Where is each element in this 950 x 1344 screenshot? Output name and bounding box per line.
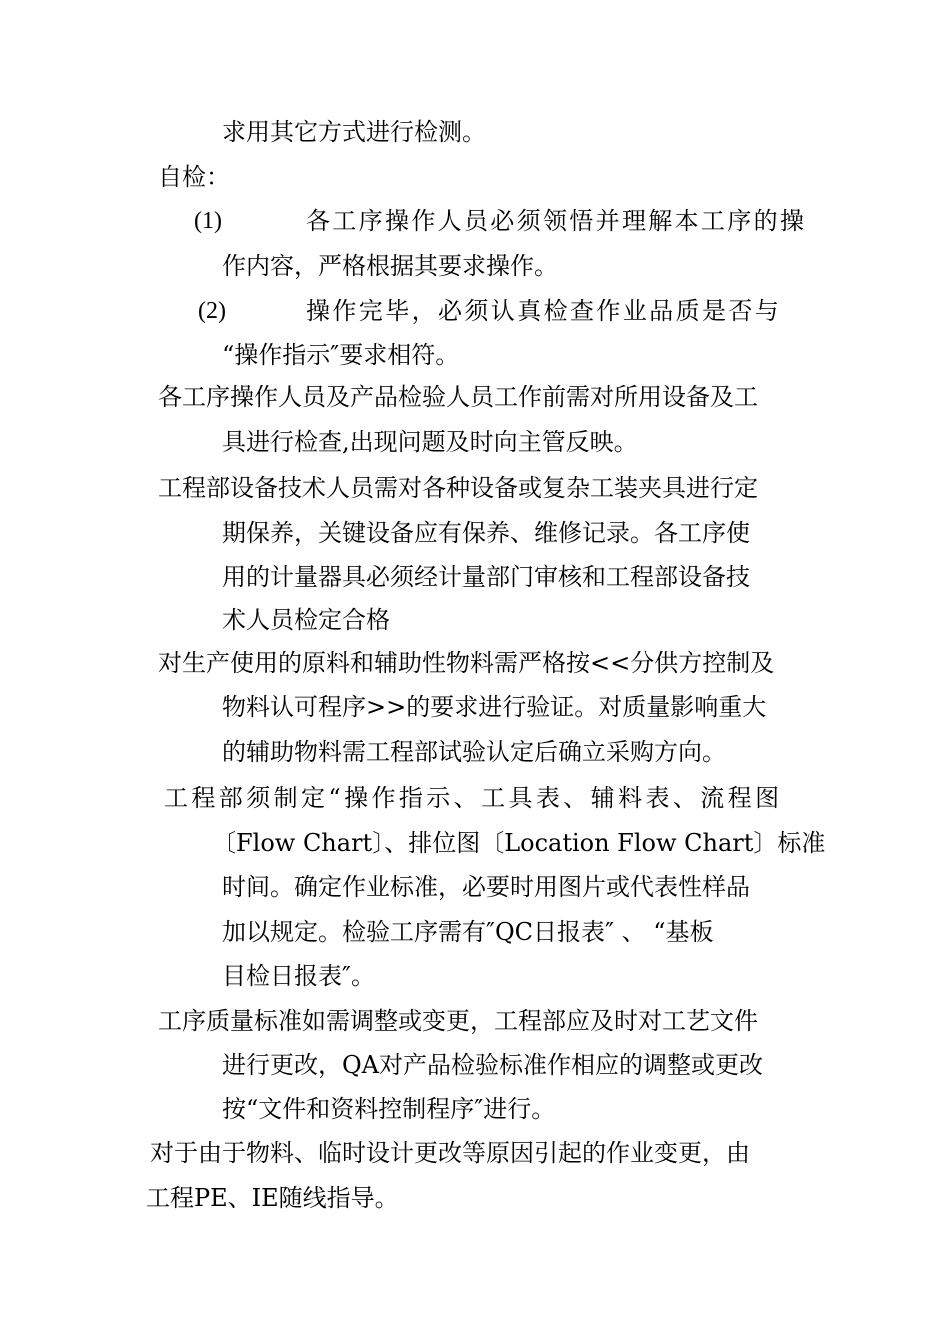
text-line: 时间。确定作业标准，必要时用图片或代表性样品 [222,873,750,901]
text-line: 术人员检定合格 [222,606,390,634]
text-line: 用的计量器具必须经计量部门审核和工程部设备技 [222,563,750,591]
text-line: 按“文件和资料控制程序″进行。 [222,1095,556,1123]
text-line: 对于由于物料、临时设计更改等原因引起的作业变更，由 [150,1139,750,1167]
list-number: (2) [198,298,226,324]
text-line: 〔Flow Chart〕、排位图〔Location Flow Chart〕标准 [212,829,826,857]
list-number: (1) [194,208,222,234]
text-line: 目检日报表″。 [222,962,375,990]
text-line: 加以规定。检验工序需有″QC日报表″ 、 “基板 [222,918,714,946]
text-line: 对生产使用的原料和辅助性物料需严格按<<分供方控制及 [158,649,775,677]
text-line: 各 工 序 操 作 人 员 必 须 领 悟 并 理 解 本 工 序 的 操 [306,207,804,235]
text-line: 操作完毕，必须认真检查作业品质是否与 [306,297,782,325]
text-line: 进行更改，QA对产品检验标准作相应的调整或更改 [222,1051,764,1079]
text-line: 工程PE、IE随线指导。 [146,1184,399,1212]
text-line: 工程部须制定“操作指示、工具表、辅料表、流程图 [164,784,783,812]
text-line: 求用其它方式进行检测。 [222,118,486,146]
text-line: 期保养，关键设备应有保养、维修记录。各工序使 [222,519,750,547]
text-line: 工程部设备技术人员需对各种设备或复杂工装夹具进行定 [158,474,758,502]
section-heading: 自检： [158,163,230,191]
text-line: 作内容，严格根据其要求操作。 [222,252,558,280]
text-line: “操作指示″要求相符。 [222,341,460,369]
text-line: 物料认可程序>>的要求进行验证。对质量影响重大 [222,693,767,721]
text-line: 具进行检查,出现问题及时向主管反映。 [222,428,638,456]
text-line: 工序质量标准如需调整或变更，工程部应及时对工艺文件 [158,1007,758,1035]
text-line: 的辅助物料需工程部试验认定后确立采购方向。 [222,738,726,766]
text-line: 各工序操作人员及产品检验人员工作前需对所用设备及工 [158,383,758,411]
